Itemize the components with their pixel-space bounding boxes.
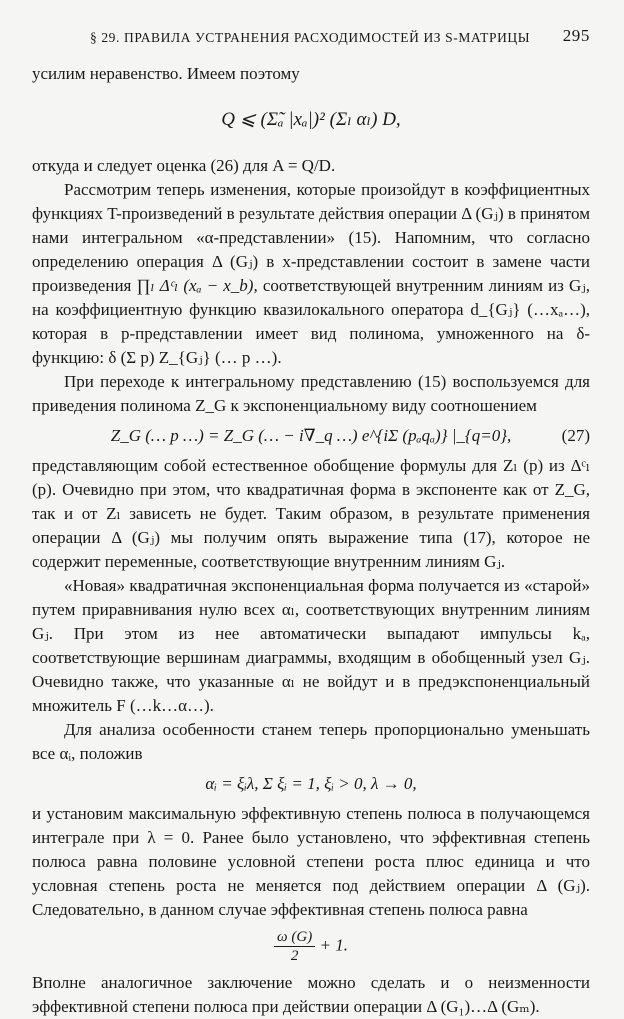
paragraph-5: представляющим собой естественное обобщение формулы для Zₗ (p) из Δᶜₗ (p). Очевидно при этом, что квадратичная форма в экспоненте как от Z_G, так и от Zₗ зависеть не будет. Таким образом, в результате применения операции Δ (Gⱼ) мы получим опять выражение типа (17), которое не содержит переменные, соответствующие внутренним линиям Gⱼ. — [32, 456, 590, 571]
paragraph-3 — [32, 178, 590, 370]
paragraph-4: При переходе к интегральному представлению (15) воспользуемся для приведения полинома Z_G к экспоненциальному виду соотношением — [32, 372, 590, 415]
formula-tail: + 1. — [319, 935, 348, 955]
formula-27-body: Z_G (… p …) = Z_G (… − i∇_q …) e^{iΣ (pₐqₐ)} |_{q=0}, — [110, 426, 512, 445]
formula-alpha-scaling: αᵢ = ξᵢλ, Σ ξᵢ = 1, ξᵢ > 0, λ → 0, — [205, 774, 417, 793]
fraction — [274, 928, 315, 965]
formula-pole-degree — [32, 928, 590, 965]
paragraph-8: и установим максимальную эффективную степень полюса в получающемся интеграле при λ = 0. Ранее было установлено, что эффективная степень полюса равна половине условной степени роста плюс единица и что условная степень роста не меняется под действием операции Δ (Gⱼ). Следовательно, в данном случае эффективная степень полюса равна — [32, 804, 590, 919]
paragraph-2: откуда и следует оценка (26) для A = Q/D. — [32, 156, 336, 175]
running-header — [90, 26, 590, 50]
product-expression: ∏ₗ Δᶜₗ (xₐ − x_b), — [136, 276, 258, 295]
page-body — [32, 62, 590, 1019]
fraction-numerator: ω (G) — [274, 928, 315, 947]
paragraph-3-text-a: Рассмотрим теперь изменения, которые произойдут в коэффициентных функциях T-произведений в результате действия операции Δ (Gⱼ) в принятом нами интегральном «α-представлении» (15). Напомним, что согласно определению операция Δ (Gⱼ) в x-представлении состоит в замене части произведения — [32, 180, 590, 295]
paragraph-9: Вполне аналогичное заключение можно сделать и о неизменности эффективной степени полюса при действии операции Δ (G₁)…Δ (Gₘ). — [32, 973, 590, 1016]
paragraph-1: усилим неравенство. Имеем поэтому — [32, 64, 300, 83]
paragraph-7: Для анализа особенности станем теперь пропорционально уменьшать все αᵢ, положив — [32, 720, 590, 763]
section-title: § 29. ПРАВИЛА УСТРАНЕНИЯ РАСХОДИМОСТЕЙ ИЗ S-МАТРИЦЫ — [90, 30, 531, 45]
page-number: 295 — [562, 26, 590, 45]
paragraph-3-text-b: соответствующей внутренним линиям из Gⱼ, на коэффициентную функцию квазилокального оператора d_{Gⱼ} (…xₐ…), которая в p-представлении имеет вид полинома, умноженного на δ-функцию: δ (Σ p) Z_{Gⱼ} (… p …). — [32, 276, 591, 367]
formula-27 — [32, 424, 590, 448]
formula-q-inequality: Q ⩽ (Σ̃ₐ |xₐ|)² (Σₗ αₗ) D, — [221, 109, 401, 130]
equation-number: (27) — [561, 426, 590, 445]
paragraph-6: «Новая» квадратичная экспоненциальная форма получается из «старой» путем приравнивания нулю всех αₗ, соответствующих внутренним линиям Gⱼ. При этом из нее автоматически выпадают импульсы kₐ, соответствующие вершинам диаграммы, входящим в обобщенный узел Gⱼ. Очевидно также, что указанные αₗ не войдут и в предэкспоненциальный множитель F (…k…α…). — [32, 576, 590, 715]
fraction-denominator: 2 — [290, 948, 299, 964]
